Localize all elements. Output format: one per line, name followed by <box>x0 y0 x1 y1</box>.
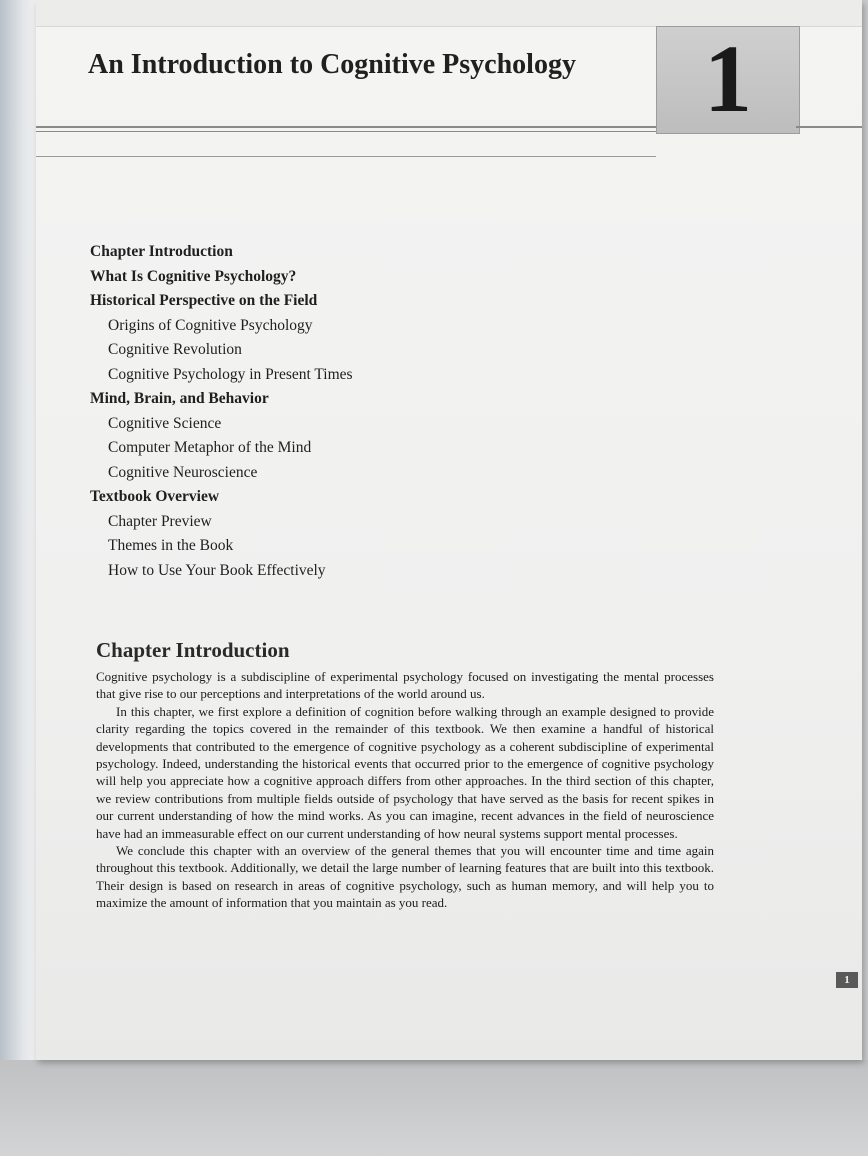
section-heading: Chapter Introduction <box>96 638 290 662</box>
outline-item: Chapter Preview <box>108 512 212 530</box>
chapter-title: An Introduction to Cognitive Psychology <box>88 49 576 80</box>
body-paragraph: In this chapter, we first explore a definition of cognition before walking through an example designed to provide clarity regarding the topics covered in the remainder of this textbook. We then examine a handful of historical developments that contributed to the emergence of cognitive psychology as a coherent subdiscipline of experimental psychology. Indeed, understanding the historical events that occurred prior to the emergence of cognitive psychology will help you appreciate how a cognitive approach differs from other approaches. In the third section of this chapter, we review contributions from multiple fields outside of psychology that have served as the basis for recent spikes in our current understanding of how the mind works. As you can imagine, recent advances in the field of neuroscience have had an immeasurable effect on our current understanding of how neural systems support mental processes. <box>96 703 714 841</box>
outline-item: Origins of Cognitive Psychology <box>108 316 313 334</box>
outline-item: Cognitive Neuroscience <box>108 463 258 481</box>
chapter-number: 1 <box>704 25 752 132</box>
outline-item: Historical Perspective on the Field <box>90 292 318 309</box>
outline-item: Themes in the Book <box>108 537 234 554</box>
outline-item: Mind, Brain, and Behavior <box>90 390 269 407</box>
page-number: 1 <box>836 972 858 988</box>
facing-page-edge <box>0 0 40 1100</box>
outline-item: Computer Metaphor of the Mind <box>108 439 312 456</box>
header-rule-right <box>796 126 862 128</box>
body-paragraph: Cognitive psychology is a subdiscipline of experimental psychology focused on investigating the mental processes that give rise to our perceptions and interpretations of the world around us. <box>96 669 714 702</box>
chapter-outline <box>90 240 510 583</box>
desk-surface <box>0 1060 868 1156</box>
header-band <box>36 0 862 27</box>
outline-item: How to Use Your Book Effectively <box>108 561 326 579</box>
outline-item: Cognitive Revolution <box>108 341 242 358</box>
outline-item: Cognitive Science <box>108 414 222 432</box>
outline-item: Textbook Overview <box>90 488 220 505</box>
outline-item: Cognitive Psychology in Present Times <box>108 365 353 383</box>
outline-item: Chapter Introduction <box>90 243 233 260</box>
book-page <box>36 0 862 1060</box>
body-paragraph: We conclude this chapter with an overview of the general themes that you will encounter time and time again throughout this textbook. Additionally, we detail the large number of learning features that are built into this textbook. Their design is based on research in areas of cognitive psychology, such as human memory, and will help you to maximize the amount of information that you maintain as you read. <box>96 843 714 911</box>
chapter-number-box <box>656 26 800 134</box>
outline-item: What Is Cognitive Psychology? <box>90 267 297 285</box>
section-body <box>96 668 714 912</box>
header-rule <box>36 126 656 160</box>
